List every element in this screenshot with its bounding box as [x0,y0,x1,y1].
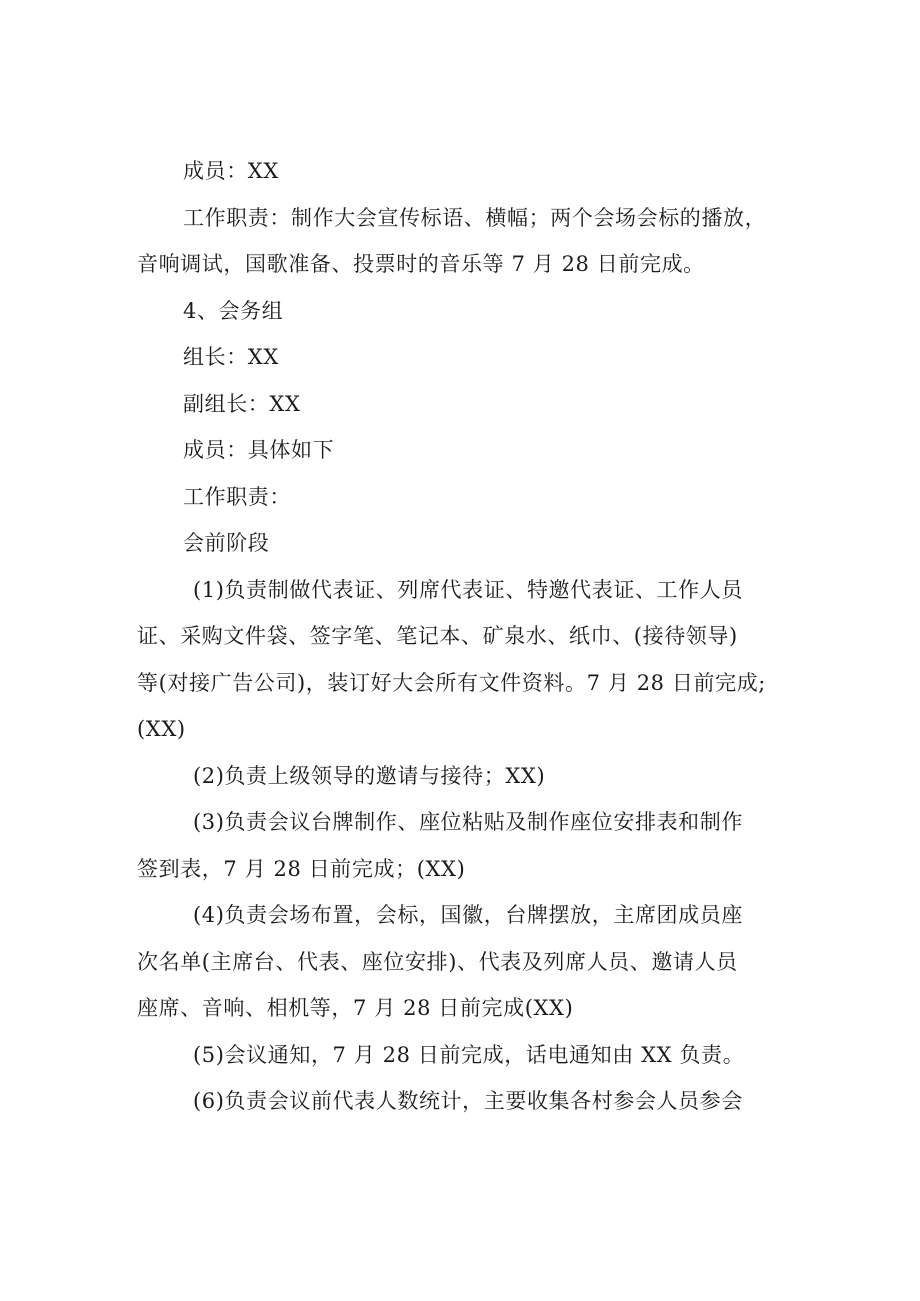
document-body [137,148,787,1125]
paragraph-members [137,148,787,195]
text-line: 证、采购文件袋、签字笔、笔记本、矿泉水、纸巾、(接待领导) [137,624,738,648]
paragraph-item-5 [137,1032,787,1079]
text-line: (6)负责会议前代表人数统计，主要收集各村参会人员参会 [193,1089,743,1113]
text-line: 会前阶段 [183,531,270,555]
text-line: (XX) [137,717,186,741]
paragraph-item-1 [137,567,787,753]
text-line: 工作职责：制作大会宣传标语、横幅；两个会场会标的播放， [183,205,767,230]
paragraph-duties-publicity [137,195,787,288]
text-line: 次名单(主席台、代表、座位安排)、代表及列席人员、邀请人员 [137,949,738,974]
text-line: 等(对接广告公司)，装订好大会所有文件资料。7 月 28 日前完成; [137,670,766,695]
text-line: (5)会议通知，7 月 28 日前完成，话电通知由 XX 负责。 [193,1042,745,1067]
text-line: (4)负责会场布置，会标，国徽，台牌摆放，主席团成员座 [193,903,743,927]
paragraph-pre-meeting-stage [137,520,787,567]
paragraph-members-detail [137,427,787,474]
text-line: 成员：XX [183,159,279,183]
text-line: (2)负责上级领导的邀请与接待；XX) [193,763,546,788]
paragraph-item-3 [137,799,787,892]
section-heading-affairs-group [137,288,787,335]
paragraph-duties-label [137,474,787,521]
text-line: 副组长：XX [183,391,301,416]
paragraph-item-6 [137,1078,787,1125]
paragraph-item-2 [137,753,787,800]
text-line: 音响调试，国歌准备、投票时的音乐等 7 月 28 日前完成。 [137,252,705,276]
text-line: 签到表，7 月 28 日前完成；(XX) [137,856,466,881]
text-line: 组长：XX [183,345,279,369]
paragraph-deputy-leader [137,381,787,428]
text-line: (1)负责制做代表证、列席代表证、特邀代表证、工作人员 [193,577,743,602]
paragraph-item-4 [137,892,787,1032]
text-line: 座席、音响、相机等，7 月 28 日前完成(XX) [137,996,574,1020]
text-line: 4、会务组 [183,298,284,323]
paragraph-leader [137,334,787,381]
text-line: (3)负责会议台牌制作、座位粘贴及制作座位安排表和制作 [193,810,743,834]
text-line: 成员：具体如下 [183,438,335,462]
text-line: 工作职责： [183,484,291,509]
